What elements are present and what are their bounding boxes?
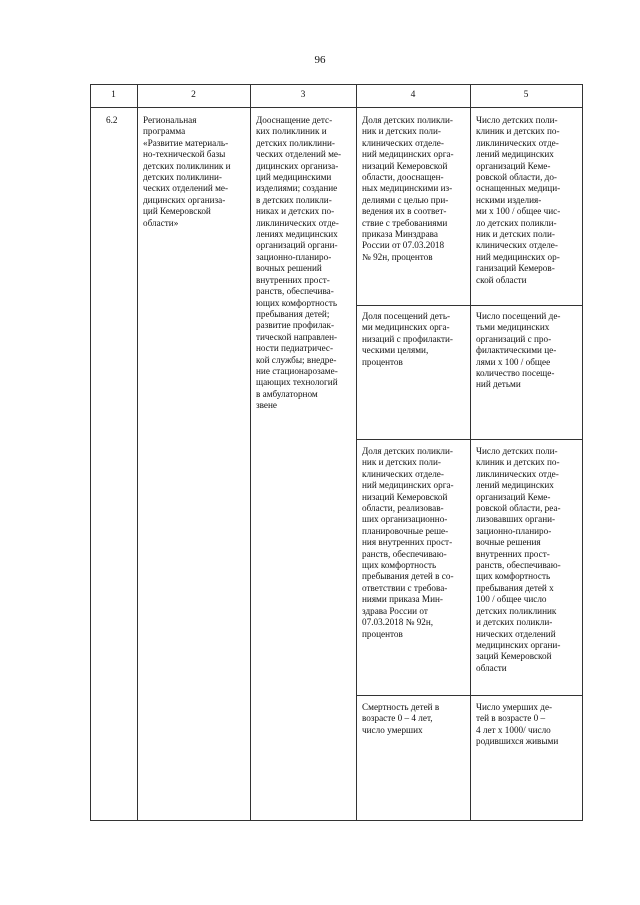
table-border-right — [582, 84, 583, 821]
column-header-5: 5 — [523, 90, 529, 100]
indicator-formula-4: Число умерших де- тей в возрасте 0 – 4 лет х 1000/ число родившихся живыми — [476, 702, 559, 747]
col-divider-4 — [470, 84, 471, 821]
indicator-name-4: Смертность детей в возрасте 0 – 4 лет, число умерших — [362, 702, 440, 735]
col-divider-1 — [137, 84, 138, 821]
col-divider-3 — [356, 84, 357, 821]
col-divider-2 — [250, 84, 251, 821]
table-border-bottom — [90, 820, 583, 821]
indicator-name-3: Доля детских поликли- ник и детских поли- клинических отделе- ний медицинских орга- низаций Кемеровской области, реализовав- ших организационно- планировочные реше- ния внутренних прост- ранств, обеспечиваю- щих комфортность пребывания детей в со- ответствии с требова- ниями приказа Мин- здрава России от 07.03.2018 № 92н, процентов — [362, 446, 454, 639]
indicator-formula-3: Число детских поли- клиник и детских по- ликлинических отде- лений медицинских организаций Кеме- ровской области, реа- лизовавших органи- зационно-планиро- вочные решения внутренних прост- ранств, обеспечиваю- щих комфортность пребывания детей х 100 / общее число детских поликлиник и детских поликли- нических отделений медицинских органи- заций Кемеровской области — [476, 446, 561, 673]
page-number: 96 — [314, 54, 326, 66]
column-header-1: 1 — [111, 90, 116, 100]
indicator-name-1: Доля детских поликли- ник и детских поли- клинических отделе- ний медицинских орга- низаций Кемеровской области, дооснащен- ных медицинскими из- делиями с целью при- ведения их в соответ- ствие с требованиями приказа Минздрава России от 07.03.2018 № 92н, процентов — [362, 115, 454, 262]
project-results: Дооснащение детс- ких поликлиник и детских поликлини- ческих отделений ме- дицинских организа- ций медицинскими изделиями; создание в детских поликли- никах и детских по- ликлинических отде- лениях медицинских организаций органи- зационно-планиро- вочных решений внутренних прост- ранств, обеспечива- ющих комфортность пребывания детей; развитие профилак- тической направлен- ности педиатричес- кой службы; внедре- ние стационарозаме- щающих технологий в амбулаторном звене — [256, 115, 342, 411]
header-divider — [90, 107, 583, 108]
column-header-4: 4 — [410, 90, 416, 100]
table-border-top — [90, 84, 583, 85]
table-border-left — [90, 84, 91, 821]
indicator-formula-1: Число детских поли- клиник и детских по- ликлинических отде- лений медицинских организаций Кеме- ровской области, до- оснащенных медици- нскими изделия- ми х 100 / общее чис- ло детских поликли- ник и детских поли- клинических отделе- ний медицинских ор- ганизаций Кемеров- ской области — [476, 115, 561, 285]
indicator-formula-2: Число посещений де- тьми медицинских организаций с про- филактическими це- лями х 100 / общее количество посеще- ний детьми — [476, 311, 561, 390]
row-number: 6.2 — [106, 115, 118, 125]
column-header-3: 3 — [300, 90, 306, 100]
column-header-2: 2 — [191, 90, 196, 100]
indicator-name-2: Доля посещений деть- ми медицинских орга- низаций с профилакти- ческими целями, процентов — [362, 311, 453, 367]
project-name: Региональная программа «Развитие материаль- но-технической базы детских поликлиник и детских поликлини- ческих отделений ме- дицинских организа- ций Кемеровской области» — [143, 115, 231, 228]
